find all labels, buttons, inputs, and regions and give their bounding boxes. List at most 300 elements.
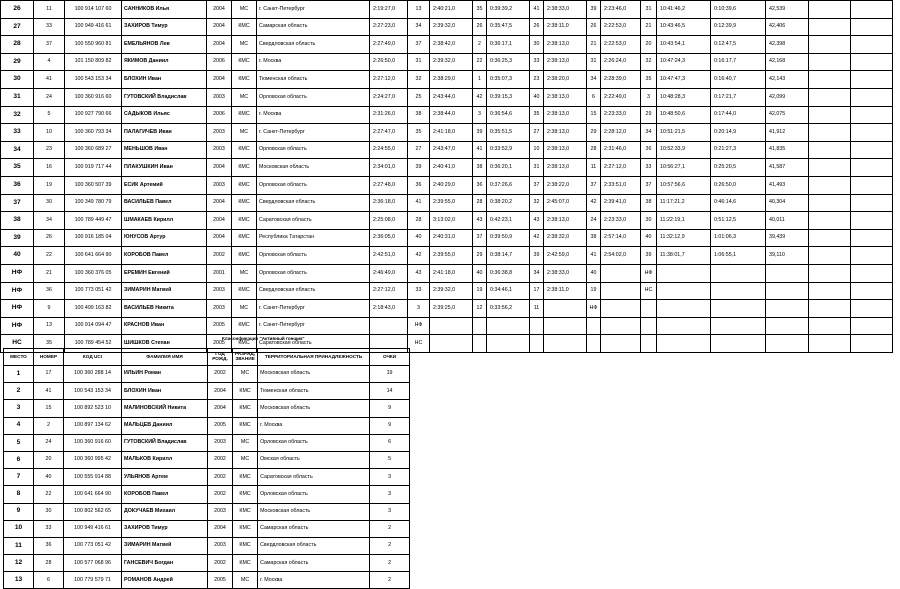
points-cell: 6: [370, 434, 410, 451]
stage4-time-cell: 2:38:13,0: [544, 88, 587, 106]
stage2-place-cell: 1: [473, 71, 487, 89]
stage4-time-cell: [544, 317, 587, 335]
uci-code-cell: 100 779 579 71: [64, 572, 122, 589]
stage3-place-cell: 33: [530, 53, 544, 71]
stage1-place-cell: 37: [408, 36, 430, 54]
region-cell: Саратовская область: [258, 469, 370, 486]
classification-row: [4, 503, 410, 520]
region-cell: Орловская область: [257, 247, 370, 265]
number-cell: 26: [34, 229, 65, 247]
stage2-time-cell: 2:38:44,0: [430, 106, 473, 124]
place-cell: 27: [1, 18, 34, 36]
stage4-place-cell: 40: [587, 264, 601, 282]
total-time-cell: 10:47:47,3: [657, 71, 711, 89]
gap-cell: 0:21:27,3: [711, 141, 766, 159]
stage4-time-cell: 2:38:11,0: [544, 18, 587, 36]
name-cell: ГУТОВСКИЙ Владислав: [122, 434, 208, 451]
stage1-time-cell: 2:27:12,0: [370, 71, 408, 89]
stage4-time-cell: 2:38:13,0: [544, 141, 587, 159]
results-row: [1, 159, 893, 177]
uci-code-cell: 100 550 960 81: [65, 36, 122, 54]
stage5-place-cell: 30: [641, 212, 657, 230]
number-cell: 30: [34, 194, 65, 212]
place-cell: 29: [1, 53, 34, 71]
region-cell: г. Москва: [258, 417, 370, 434]
stage3-time-cell: [487, 335, 530, 353]
stage2-time-cell: 2:43:44,0: [430, 88, 473, 106]
stage5-place-cell: 20: [641, 36, 657, 54]
region-cell: Омская область: [258, 451, 370, 468]
stage2-place-cell: 43: [473, 212, 487, 230]
name-cell: БЛОХИН Иван: [122, 71, 207, 89]
name-cell: ЕРЕМИН Евгений: [122, 264, 207, 282]
name-cell: ЮНУСОВ Артур: [122, 229, 207, 247]
empty-cell: [809, 335, 851, 353]
stage2-place-cell: 36: [473, 176, 487, 194]
stage4-place-cell: 24: [587, 212, 601, 230]
results-row: [1, 264, 893, 282]
birth-year-cell: 2004: [207, 71, 232, 89]
birth-year-cell: 2004: [207, 36, 232, 54]
region-cell: г. Москва: [258, 572, 370, 589]
place-cell: 4: [4, 417, 34, 434]
gap-cell: 0:17:44,0: [711, 106, 766, 124]
stage5-time-cell: 2:22:49,0: [601, 88, 641, 106]
birth-year-cell: 2004: [208, 383, 233, 400]
stage1-place-cell: 38: [408, 106, 430, 124]
region-cell: Московская область: [258, 400, 370, 417]
stage1-time-cell: 2:46:49,0: [370, 264, 408, 282]
region-cell: Орловская область: [257, 264, 370, 282]
classification-row: [4, 400, 410, 417]
stage3-place-cell: 10: [530, 141, 544, 159]
number-cell: 6: [34, 572, 64, 589]
empty-cell: [809, 282, 851, 300]
region-cell: Самарская область: [258, 555, 370, 572]
header-birth-year: ГОД РОЖД.: [208, 349, 233, 366]
place-cell: НФ: [1, 300, 34, 318]
stage4-time-cell: 2:38:13,0: [544, 124, 587, 142]
stage4-place-cell: 37: [587, 176, 601, 194]
stage3-place-cell: 26: [530, 18, 544, 36]
results-row: [1, 88, 893, 106]
place-cell: 6: [4, 451, 34, 468]
number-cell: 2: [34, 417, 64, 434]
results-row: [1, 141, 893, 159]
region-cell: Московская область: [257, 159, 370, 177]
uci-code-cell: 100 577 068 96: [64, 555, 122, 572]
empty-cell: [851, 53, 893, 71]
classification-row: [4, 366, 410, 383]
stage2-time-cell: 2:39:55,0: [430, 247, 473, 265]
region-cell: Орловская область: [257, 141, 370, 159]
stage2-place-cell: 19: [473, 282, 487, 300]
empty-cell: [851, 282, 893, 300]
birth-year-cell: 2003: [207, 176, 232, 194]
rank-cell: КМС: [233, 469, 258, 486]
gap-cell: 0:51:12,5: [711, 212, 766, 230]
points-cell: 9: [370, 400, 410, 417]
total-time-cell: 10:56:27,1: [657, 159, 711, 177]
gap-cell: 1:06:55,1: [711, 247, 766, 265]
stage3-time-cell: 0:39:39,2: [487, 1, 530, 19]
empty-cell: [851, 229, 893, 247]
stage2-place-cell: 40: [473, 264, 487, 282]
stage2-time-cell: 2:39:32,0: [430, 282, 473, 300]
region-cell: Орловская область: [258, 486, 370, 503]
stage2-place-cell: 42: [473, 88, 487, 106]
stage1-time-cell: 2:19:27,0: [370, 1, 408, 19]
gap-cell: 0:10:39,6: [711, 1, 766, 19]
stage2-time-cell: 2:40:31,0: [430, 229, 473, 247]
points-cell: 19: [370, 366, 410, 383]
empty-cell: [851, 88, 893, 106]
speed-cell: 39,110: [766, 247, 809, 265]
results-row: [1, 282, 893, 300]
rank-cell: КМС: [233, 400, 258, 417]
stage2-time-cell: 2:39:25,0: [430, 300, 473, 318]
stage3-time-cell: 0:34:46,1: [487, 282, 530, 300]
stage5-time-cell: 2:28:12,0: [601, 124, 641, 142]
uci-code-cell: 100 949 416 61: [65, 18, 122, 36]
points-cell: 2: [370, 555, 410, 572]
number-cell: 17: [34, 366, 64, 383]
uci-code-cell: 100 892 523 10: [64, 400, 122, 417]
birth-year-cell: 2005: [208, 572, 233, 589]
stage5-place-cell: 39: [641, 247, 657, 265]
stage1-time-cell: 2:34:01,0: [370, 159, 408, 177]
region-cell: Саратовская область: [257, 335, 370, 353]
number-cell: 9: [34, 300, 65, 318]
empty-cell: [809, 71, 851, 89]
classification-row: [4, 486, 410, 503]
stage5-place-cell: 34: [641, 124, 657, 142]
results-row: [1, 212, 893, 230]
number-cell: 24: [34, 88, 65, 106]
empty-cell: [851, 36, 893, 54]
results-row: [1, 300, 893, 318]
name-cell: ШМАКАЕВ Кирилл: [122, 212, 207, 230]
rank-cell: МС: [232, 124, 257, 142]
speed-cell: 41,912: [766, 124, 809, 142]
stage3-place-cell: 43: [530, 212, 544, 230]
uci-code-cell: 100 360 288 14: [64, 366, 122, 383]
stage5-place-cell: 35: [641, 71, 657, 89]
stage5-time-cell: [601, 300, 641, 318]
results-row: [1, 71, 893, 89]
classification-row: [4, 383, 410, 400]
results-row: [1, 317, 893, 335]
stage3-place-cell: 23: [530, 71, 544, 89]
empty-cell: [809, 212, 851, 230]
total-time-cell: 10:41:46,2: [657, 1, 711, 19]
place-cell: 33: [1, 124, 34, 142]
stage4-time-cell: 2:38:20,0: [544, 71, 587, 89]
total-time-cell: 11:22:19,1: [657, 212, 711, 230]
place-cell: 1: [4, 366, 34, 383]
empty-cell: [851, 1, 893, 19]
place-cell: 10: [4, 520, 34, 537]
gap-cell: [711, 317, 766, 335]
stage4-place-cell: 28: [587, 141, 601, 159]
stage5-time-cell: 2:22:53,0: [601, 18, 641, 36]
stage2-place-cell: 28: [473, 194, 487, 212]
empty-cell: [851, 124, 893, 142]
name-cell: ШИШКОВ Степан: [122, 335, 207, 353]
birth-year-cell: 2004: [207, 18, 232, 36]
stage3-time-cell: 0:35:07,3: [487, 71, 530, 89]
place-cell: 26: [1, 1, 34, 19]
stage4-time-cell: 2:38:33,0: [544, 264, 587, 282]
gap-cell: 0:25:20,5: [711, 159, 766, 177]
name-cell: МАЛЬКОВ Кирилл: [122, 451, 208, 468]
classification-header-row: [4, 349, 410, 366]
stage5-time-cell: 2:33:51,0: [601, 176, 641, 194]
stage4-place-cell: [587, 335, 601, 353]
empty-cell: [851, 194, 893, 212]
stage2-time-cell: 2:40:41,0: [430, 159, 473, 177]
stage2-time-cell: 2:39:32,0: [430, 18, 473, 36]
stage2-time-cell: 2:39:55,0: [430, 194, 473, 212]
place-cell: 28: [1, 36, 34, 54]
stage3-time-cell: 0:36:54,6: [487, 106, 530, 124]
stage4-time-cell: [544, 300, 587, 318]
gap-cell: [711, 335, 766, 353]
rank-cell: КМС: [232, 141, 257, 159]
stage3-time-cell: 0:38:14,7: [487, 247, 530, 265]
empty-cell: [809, 141, 851, 159]
name-cell: ЯКИМОВ Даниил: [122, 53, 207, 71]
stage5-time-cell: 2:54:02,0: [601, 247, 641, 265]
stage4-time-cell: 2:45:07,0: [544, 194, 587, 212]
stage3-place-cell: 41: [530, 1, 544, 19]
empty-cell: [809, 264, 851, 282]
classification-table-body: [4, 366, 410, 589]
rank-cell: МС: [232, 1, 257, 19]
region-cell: Тюменская область: [257, 71, 370, 89]
stage1-place-cell: НФ: [408, 317, 430, 335]
name-cell: МЕНЬШОВ Иван: [122, 141, 207, 159]
stage2-place-cell: 41: [473, 141, 487, 159]
stage4-place-cell: 38: [587, 229, 601, 247]
gap-cell: 0:12:47,5: [711, 36, 766, 54]
birth-year-cell: 2003: [208, 434, 233, 451]
stage4-place-cell: 41: [587, 247, 601, 265]
place-cell: 11: [4, 537, 34, 554]
rank-cell: КМС: [233, 486, 258, 503]
rank-cell: МС: [232, 264, 257, 282]
number-cell: 13: [34, 317, 65, 335]
region-cell: Московская область: [258, 503, 370, 520]
empty-cell: [809, 159, 851, 177]
total-time-cell: [657, 264, 711, 282]
region-cell: Московская область: [258, 366, 370, 383]
stage3-time-cell: 0:33:52,9: [487, 141, 530, 159]
stage4-place-cell: 42: [587, 194, 601, 212]
region-cell: Самарская область: [258, 520, 370, 537]
rank-cell: МС: [233, 434, 258, 451]
stage1-place-cell: 27: [408, 141, 430, 159]
stage3-place-cell: 27: [530, 124, 544, 142]
gap-cell: 0:16:17,7: [711, 53, 766, 71]
stage1-place-cell: 31: [408, 53, 430, 71]
points-cell: 3: [370, 486, 410, 503]
stage4-time-cell: 2:38:13,0: [544, 212, 587, 230]
stage4-place-cell: 29: [587, 124, 601, 142]
stage5-place-cell: [641, 317, 657, 335]
uci-code-cell: 101 150 809 82: [65, 53, 122, 71]
stage1-place-cell: 33: [408, 282, 430, 300]
place-cell: 38: [1, 212, 34, 230]
rank-cell: КМС: [232, 71, 257, 89]
region-cell: Свердловская область: [257, 282, 370, 300]
number-cell: 30: [34, 503, 64, 520]
gap-cell: 1:01:06,3: [711, 229, 766, 247]
number-cell: 37: [34, 36, 65, 54]
rank-cell: КМС: [233, 383, 258, 400]
empty-cell: [851, 141, 893, 159]
stage3-time-cell: 0:36:38,8: [487, 264, 530, 282]
stage4-time-cell: 2:38:13,0: [544, 53, 587, 71]
total-time-cell: 11:38:01,7: [657, 247, 711, 265]
total-time-cell: [657, 317, 711, 335]
header-number: НОМЕР: [34, 349, 64, 366]
stage5-time-cell: [601, 317, 641, 335]
birth-year-cell: 2003: [207, 141, 232, 159]
stage1-time-cell: 2:24:55,0: [370, 141, 408, 159]
name-cell: ДОКУЧАЕВ Михаил: [122, 503, 208, 520]
speed-cell: 41,835: [766, 141, 809, 159]
stage2-time-cell: 3:13:02,0: [430, 212, 473, 230]
uci-code-cell: 100 641 664 90: [65, 247, 122, 265]
stage5-time-cell: 2:26:24,0: [601, 53, 641, 71]
uci-code-cell: 100 360 793 34: [65, 124, 122, 142]
birth-year-cell: 2004: [208, 400, 233, 417]
stage4-place-cell: НФ: [587, 300, 601, 318]
stage4-time-cell: 2:38:33,0: [544, 1, 587, 19]
stage2-place-cell: 22: [473, 53, 487, 71]
total-time-cell: 10:48:28,3: [657, 88, 711, 106]
birth-year-cell: 2004: [207, 159, 232, 177]
empty-cell: [851, 212, 893, 230]
header-name: ФАМИЛИЯ ИМЯ: [122, 349, 208, 366]
place-cell: 36: [1, 176, 34, 194]
rank-cell: МС: [233, 366, 258, 383]
number-cell: 16: [34, 159, 65, 177]
rank-cell: КМС: [232, 18, 257, 36]
birth-year-cell: 2004: [207, 229, 232, 247]
region-cell: Саратовская область: [257, 212, 370, 230]
number-cell: 19: [34, 176, 65, 194]
place-cell: 7: [4, 469, 34, 486]
stage3-time-cell: 0:36:25,3: [487, 53, 530, 71]
stage2-place-cell: 3: [473, 106, 487, 124]
results-row: [1, 194, 893, 212]
uci-code-cell: 100 360 916 60: [65, 88, 122, 106]
region-cell: г. Санкт-Петербург: [257, 300, 370, 318]
points-cell: 2: [370, 537, 410, 554]
speed-cell: 41,493: [766, 176, 809, 194]
points-cell: 3: [370, 469, 410, 486]
rank-cell: МС: [233, 572, 258, 589]
stage5-time-cell: 2:28:39,0: [601, 71, 641, 89]
stage4-place-cell: 19: [587, 282, 601, 300]
uci-code-cell: 100 360 507 39: [65, 176, 122, 194]
empty-cell: [851, 264, 893, 282]
header-uci-code: КОД UCI: [64, 349, 122, 366]
stage5-place-cell: 3: [641, 88, 657, 106]
name-cell: ЕСИК Артемий: [122, 176, 207, 194]
number-cell: 33: [34, 18, 65, 36]
region-cell: г. Санкт-Петербург: [257, 1, 370, 19]
speed-cell: 42,168: [766, 53, 809, 71]
stage1-time-cell: 2:36:05,0: [370, 229, 408, 247]
region-cell: Свердловская область: [257, 36, 370, 54]
classification-row: [4, 469, 410, 486]
rank-cell: КМС: [232, 176, 257, 194]
stage1-time-cell: 2:36:18,0: [370, 194, 408, 212]
birth-year-cell: 2004: [207, 212, 232, 230]
stage2-place-cell: [473, 335, 487, 353]
stage2-time-cell: 2:38:29,0: [430, 71, 473, 89]
stage5-time-cell: 2:23:33,0: [601, 106, 641, 124]
birth-year-cell: 2006: [207, 106, 232, 124]
region-cell: Орловская область: [257, 176, 370, 194]
stage1-place-cell: 42: [408, 247, 430, 265]
number-cell: 36: [34, 537, 64, 554]
classification-table: [3, 348, 410, 589]
stage5-place-cell: 33: [641, 159, 657, 177]
stage1-time-cell: [370, 317, 408, 335]
uci-code-cell: 100 360 995 42: [64, 451, 122, 468]
uci-code-cell: 100 499 163 82: [65, 300, 122, 318]
number-cell: 35: [34, 335, 65, 353]
speed-cell: 42,398: [766, 36, 809, 54]
stage5-place-cell: 21: [641, 18, 657, 36]
gap-cell: 0:46:14,6: [711, 194, 766, 212]
stage5-time-cell: [601, 264, 641, 282]
stage3-place-cell: 30: [530, 36, 544, 54]
stage1-place-cell: 34: [408, 18, 430, 36]
empty-cell: [851, 300, 893, 318]
stage5-place-cell: 40: [641, 229, 657, 247]
rank-cell: КМС: [232, 317, 257, 335]
stage4-place-cell: 11: [587, 159, 601, 177]
stage5-time-cell: 2:23:33,0: [601, 212, 641, 230]
name-cell: МАЛИНОВСКИЙ Никита: [122, 400, 208, 417]
stage5-time-cell: 2:23:46,0: [601, 1, 641, 19]
number-cell: 20: [34, 451, 64, 468]
total-time-cell: 11:32:12,9: [657, 229, 711, 247]
stage4-time-cell: 2:38:32,0: [544, 229, 587, 247]
gap-cell: 0:20:14,9: [711, 124, 766, 142]
results-row: [1, 106, 893, 124]
place-cell: 39: [1, 229, 34, 247]
stage3-place-cell: 39: [530, 247, 544, 265]
place-cell: НФ: [1, 317, 34, 335]
number-cell: 41: [34, 383, 64, 400]
birth-year-cell: 2002: [208, 555, 233, 572]
results-row: [1, 36, 893, 54]
total-time-cell: 10:57:56,6: [657, 176, 711, 194]
uci-code-cell: 100 897 134 62: [64, 417, 122, 434]
stage1-place-cell: 41: [408, 194, 430, 212]
stage1-place-cell: 28: [408, 212, 430, 230]
stage1-place-cell: НС: [408, 335, 430, 353]
stage3-place-cell: 34: [530, 264, 544, 282]
empty-cell: [851, 335, 893, 353]
number-cell: 34: [34, 212, 65, 230]
